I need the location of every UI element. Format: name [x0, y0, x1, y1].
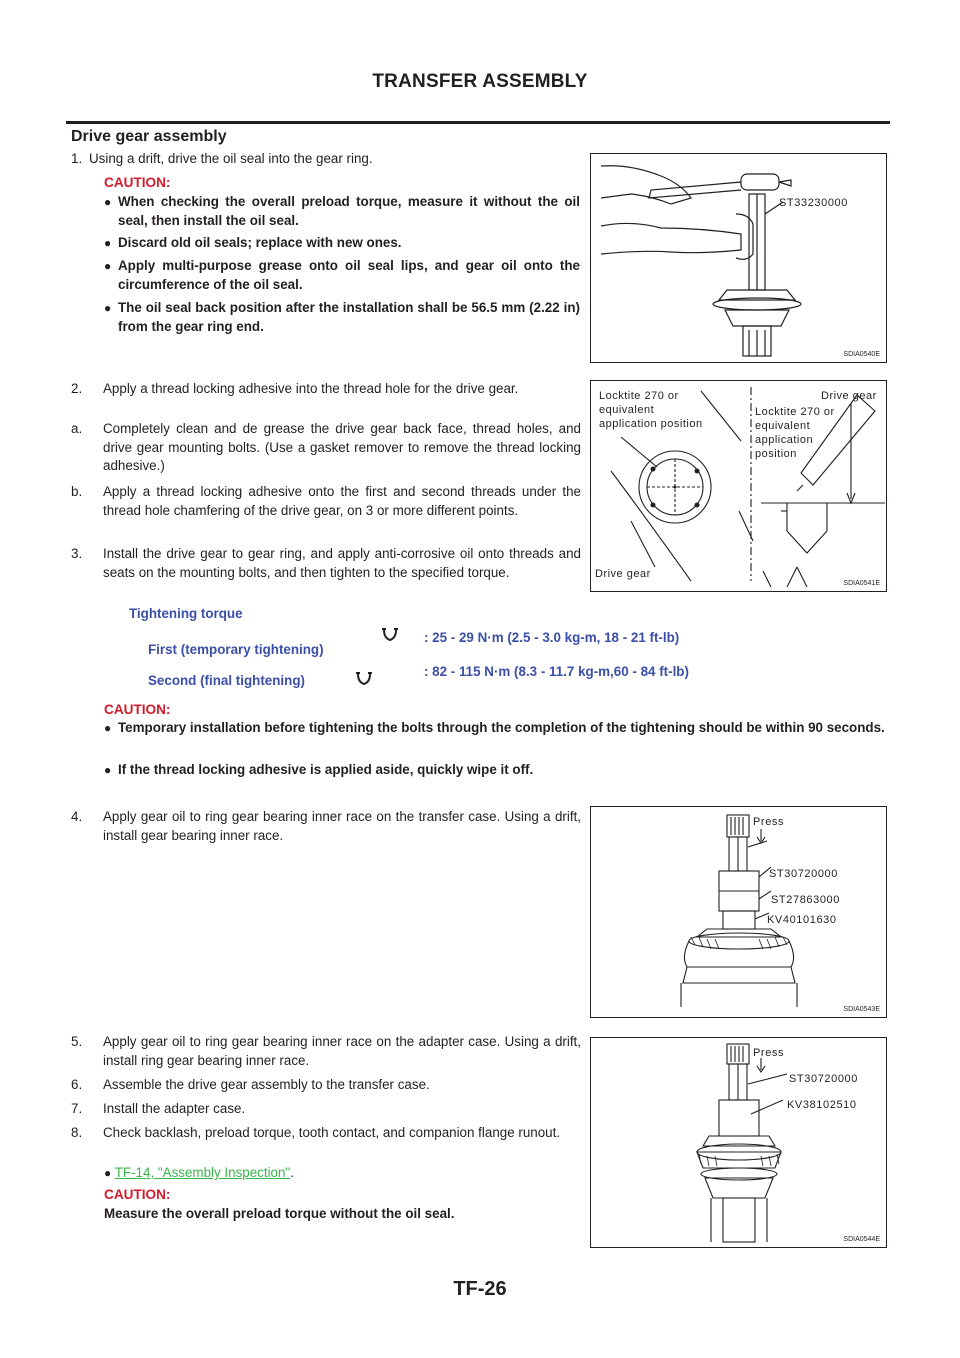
- step-number: b.: [71, 484, 83, 499]
- assembly-inspection-link[interactable]: TF-14, "Assembly Inspection": [114, 1165, 291, 1180]
- step-text: Completely clean and de grease the drive gear back face, thread holes, and drive gear mounting bolts. (Use a gasket remover to remove the thread locking adhesive.): [103, 421, 581, 474]
- step-number: 6.: [71, 1077, 83, 1092]
- step-number: 8.: [71, 1125, 83, 1140]
- header-rule: [66, 121, 890, 124]
- step-6: [71, 1076, 581, 1095]
- step-number: 5.: [71, 1034, 83, 1049]
- step-text: Apply a thread locking adhesive onto the first and second threads under the thread hole chamfering of the drive gear, on 3 or more different points.: [103, 484, 581, 518]
- figure-label: position: [755, 448, 797, 460]
- torque-first-value: : 25 - 29 N·m (2.5 - 3.0 kg-m, 18 - 21 ft-lb): [424, 630, 680, 645]
- bullet-icon: ●: [104, 236, 112, 250]
- caution-item: ● Temporary installation before tightening the bolts through the completion of the tightening should be within 90 seconds.: [104, 719, 886, 738]
- figure-transfer-bearing-install: [590, 806, 887, 1018]
- figure-label: equivalent: [599, 404, 655, 416]
- step-8: [71, 1124, 581, 1143]
- step-2: [71, 380, 581, 399]
- figure-id: SDIA0540E: [843, 351, 880, 358]
- step-number: 2.: [71, 381, 83, 396]
- step-text: Using a drift, drive the oil seal into the gear ring.: [89, 151, 373, 166]
- step-7: [71, 1100, 581, 1119]
- bullet-icon: ●: [104, 721, 112, 735]
- adapter-bearing-illustration: [591, 1038, 888, 1249]
- section-title: Drive gear assembly: [71, 128, 227, 145]
- bullet-icon: ●: [104, 1166, 112, 1180]
- step-text: Install the drive gear to gear ring, and apply anti-corrosive oil onto threads and seats on the mounting bolts, and then tighten to the specified torque.: [103, 546, 581, 580]
- caution-item: ● If the thread locking adhesive is applied aside, quickly wipe it off.: [104, 761, 886, 780]
- caution-item: ● The oil seal back position after the installation shall be 56.5 mm (2.22 in) from the gear ring end.: [104, 300, 580, 334]
- tool-label: KV40101630: [767, 914, 837, 926]
- transfer-bearing-illustration: [591, 807, 888, 1019]
- step-5: [71, 1033, 581, 1070]
- tool-label: ST30720000: [789, 1073, 858, 1085]
- step-3: [71, 545, 581, 582]
- step-number: 1.: [71, 151, 83, 166]
- step-text: Apply a thread locking adhesive into the thread hole for the drive gear.: [103, 381, 519, 396]
- caution-item: ● When checking the overall preload torque, measure it without the oil seal, then install the oil seal.: [104, 194, 580, 228]
- figure-oil-seal-drift: [590, 153, 887, 363]
- torque-wrench-icon: [380, 626, 400, 644]
- caution-label: CAUTION:: [104, 1187, 171, 1202]
- figure-adapter-bearing-install: [590, 1037, 887, 1248]
- step-text: Check backlash, preload torque, tooth contact, and companion flange runout.: [103, 1125, 561, 1140]
- step-text: Apply gear oil to ring gear bearing inner race on the adapter case. Using a drift, install ring gear bearing inner race.: [103, 1034, 581, 1068]
- figure-id: SDIA0544E: [843, 1236, 880, 1243]
- caution-label: CAUTION:: [104, 175, 171, 190]
- torque-second-label: Second (final tightening): [148, 673, 305, 688]
- caution-item: ● Discard old oil seals; replace with new ones.: [104, 234, 580, 253]
- oil-seal-illustration: [591, 154, 888, 364]
- caution-text: Measure the overall preload torque without the oil seal.: [104, 1206, 455, 1221]
- figure-id: SDIA0543E: [843, 1006, 880, 1013]
- bullet-icon: ●: [104, 259, 112, 273]
- step-number: 7.: [71, 1101, 83, 1116]
- bullet-icon: ●: [104, 763, 112, 777]
- step-number: a.: [71, 421, 83, 436]
- figure-label: Press: [753, 816, 785, 828]
- page-header-title: TRANSFER ASSEMBLY: [372, 71, 588, 92]
- bullet-icon: ●: [104, 301, 112, 315]
- figure-label: Drive gear: [595, 568, 651, 580]
- figure-label: Drive gear: [821, 390, 877, 402]
- step-4: [71, 808, 581, 845]
- tool-label: ST30720000: [769, 868, 838, 880]
- torque-first-label: First (temporary tightening): [148, 642, 324, 657]
- figure-label: Locktite 270 or: [599, 390, 679, 402]
- figure-label: application: [755, 434, 814, 446]
- tool-label: ST27863000: [771, 894, 840, 906]
- tool-label: KV38102510: [787, 1099, 857, 1111]
- step-number: 3.: [71, 546, 83, 561]
- figure-label: Locktite 270 or: [755, 406, 835, 418]
- reference-line: ● TF-14, "Assembly Inspection".: [104, 1165, 294, 1180]
- figure-locktite-position: [590, 380, 887, 592]
- step-1: [71, 150, 581, 169]
- page-number: TF-26: [453, 1278, 507, 1300]
- bullet-icon: ●: [104, 195, 112, 209]
- figure-label: application position: [599, 418, 703, 430]
- torque-heading: Tightening torque: [129, 606, 243, 621]
- figure-id: SDIA0541E: [843, 580, 880, 587]
- step-text: Apply gear oil to ring gear bearing inner race on the transfer case. Using a drift, install gear bearing inner race.: [103, 809, 581, 843]
- caution-item: ● Apply multi-purpose grease onto oil seal lips, and gear oil onto the circumference of the oil seal.: [104, 258, 580, 292]
- caution-label: CAUTION:: [104, 702, 171, 717]
- step-number: 4.: [71, 809, 83, 824]
- step-2b: [71, 483, 581, 520]
- step-2a: [71, 420, 581, 476]
- figure-label: equivalent: [755, 420, 811, 432]
- torque-second-value: : 82 - 115 N·m (8.3 - 11.7 kg-m,60 - 84 ft-lb): [424, 664, 689, 679]
- locktite-illustration: [591, 381, 888, 593]
- step-text: Install the adapter case.: [103, 1101, 246, 1116]
- torque-wrench-icon: [354, 670, 374, 688]
- step-text: Assemble the drive gear assembly to the transfer case.: [103, 1077, 430, 1092]
- figure-label: Press: [753, 1047, 785, 1059]
- tool-label: ST33230000: [779, 197, 848, 209]
